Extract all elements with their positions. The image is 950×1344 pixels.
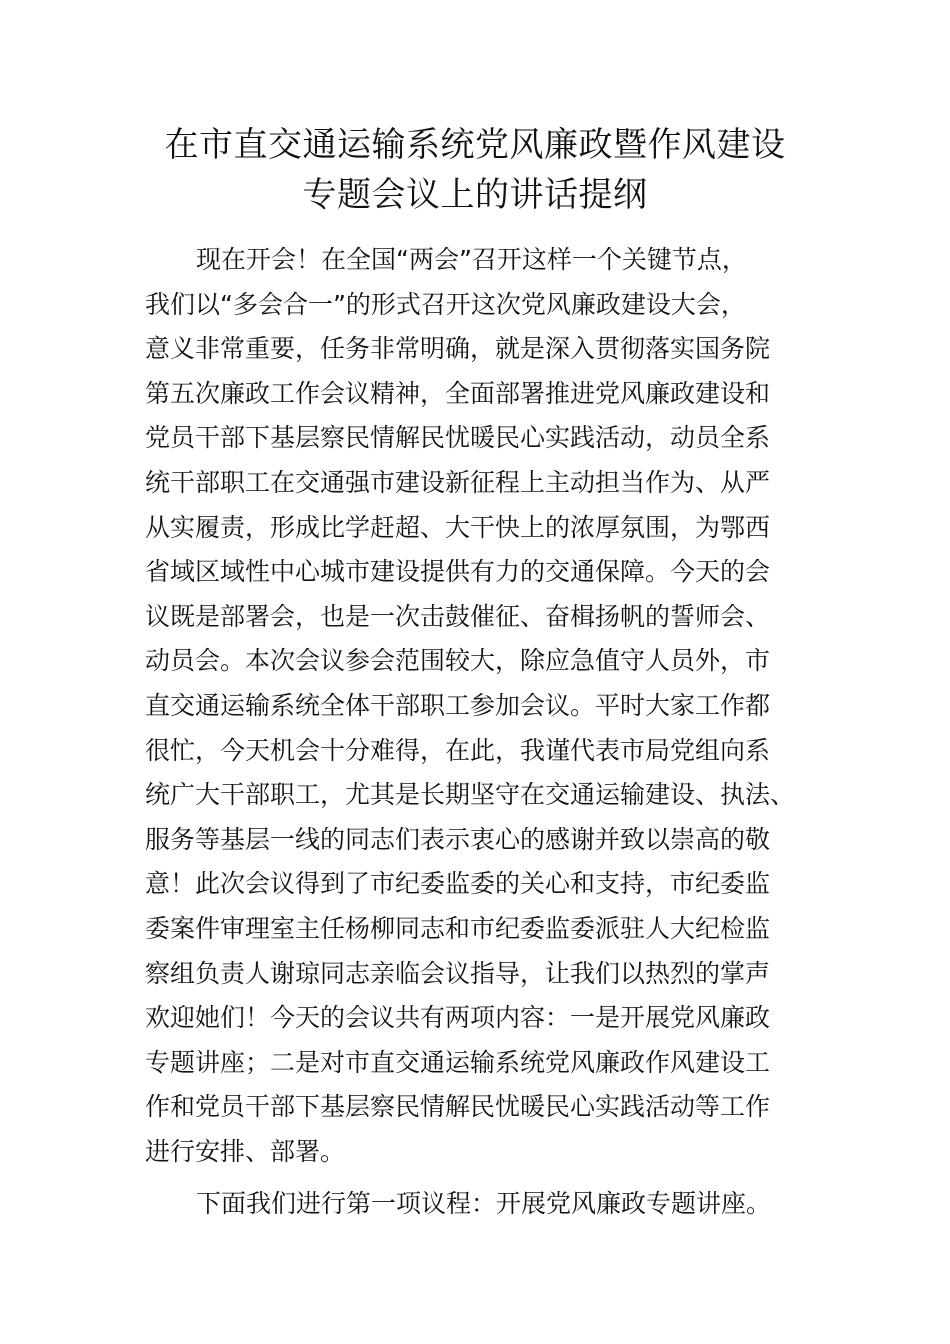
paragraph-line: 专题讲座；二是对市直交通运输系统党风廉政作风建设工	[145, 1047, 771, 1077]
paragraph-line: 察组负责人谢琼同志亲临会议指导，让我们以热烈的掌声	[145, 958, 771, 988]
paragraph-line: 很忙，今天机会十分难得，在此，我谨代表市局党组向系	[145, 735, 771, 765]
paragraph-line: 下面我们进行第一项议程：开展党风廉政专题讲座。	[196, 1189, 772, 1219]
paragraph-1	[145, 238, 805, 1174]
document-title-line-1: 在市直交通运输系统党风廉政暨作风建设	[164, 125, 786, 165]
document-title-line-2: 专题会议上的讲话提纲	[302, 175, 648, 215]
paragraph-line: 现在开会！在全国“两会”召开这样一个关键节点，	[196, 245, 747, 274]
paragraph-line: 委案件审理室主任杨柳同志和市纪委监委派驻人大纪检监	[145, 913, 771, 943]
paragraph-line: 作和党员干部下基层察民情解民忧暖民心实践活动等工作	[145, 1092, 771, 1122]
paragraph-line: 统干部职工在交通强市建设新征程上主动担当作为、从严	[145, 467, 771, 497]
paragraph-line: 党员干部下基层察民情解民忧暖民心实践活动，动员全系	[145, 423, 771, 453]
paragraph-2	[145, 1182, 805, 1227]
paragraph-line: 意义非常重要，任务非常明确，就是深入贯彻落实国务院	[145, 334, 771, 364]
paragraph-line: 进行安排、部署。	[145, 1136, 346, 1166]
paragraph-line: 动员会。本次会议参会范围较大，除应急值守人员外，市	[145, 646, 771, 676]
paragraph-line: 欢迎她们！今天的会议共有两项内容：一是开展党风廉政	[145, 1003, 771, 1033]
document-body	[145, 238, 805, 1227]
paragraph-line: 议既是部署会，也是一次击鼓催征、奋楫扬帆的誓师会、	[145, 601, 771, 631]
paragraph-line: 直交通运输系统全体干部职工参加会议。平时大家工作都	[145, 690, 771, 720]
paragraph-line: 从实履责，形成比学赶超、大干快上的浓厚氛围，为鄂西	[145, 512, 771, 542]
paragraph-line: 第五次廉政工作会议精神，全面部署推进党风廉政建设和	[145, 378, 771, 408]
paragraph-line: 我们以“多会合一”的形式召开这次党风廉政建设大会，	[145, 289, 746, 319]
paragraph-line: 服务等基层一线的同志们表示衷心的感谢并致以崇高的敬	[145, 824, 771, 854]
paragraph-line: 省域区域性中心城市建设提供有力的交通保障。今天的会	[145, 557, 771, 587]
paragraph-line: 意！此次会议得到了市纪委监委的关心和支持，市纪委监	[145, 869, 771, 899]
paragraph-line: 统广大干部职工，尤其是长期坚守在交通运输建设、执法、	[145, 780, 796, 810]
